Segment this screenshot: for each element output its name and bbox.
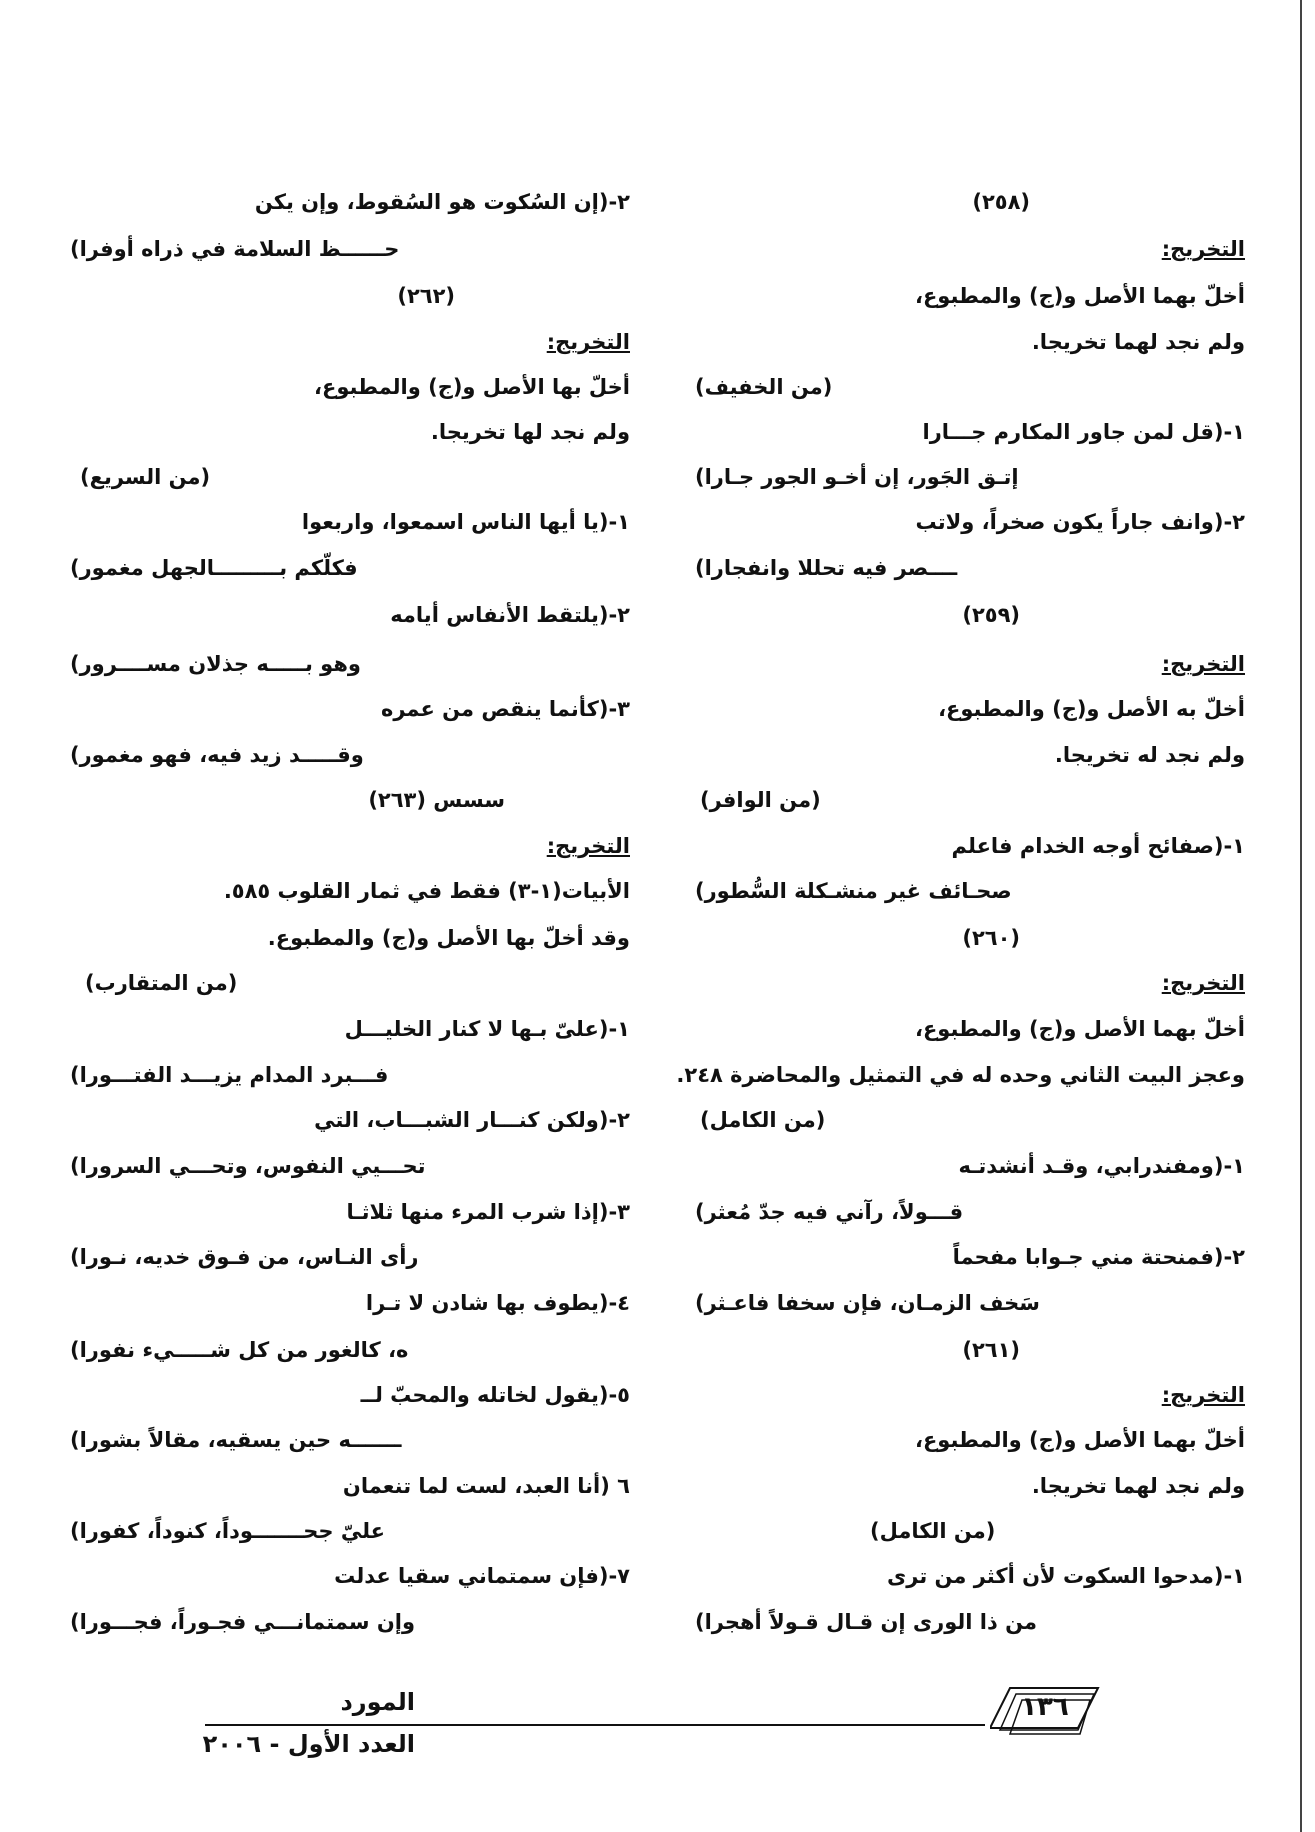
text-line: الأبيات(١-٣) فقط في ثمار القلوب ٥٨٥. [223,879,630,903]
verse-line: وهو بـــــه جذلان مســــرور) [70,652,361,676]
verse-line: فكلّكم بـــــــــالجهل مغمور) [70,556,358,580]
meter-label: (من الكامل) [870,1519,996,1543]
text-line: ولم نجد له تخريجا. [1054,743,1245,767]
verse-line: فـــبرد المدام يزيـــد الفتـــورا) [70,1063,389,1087]
section-heading: التخريج: [1161,237,1245,261]
page-number: ١٣٦ [1021,1692,1069,1722]
meter-label: (من الكامل) [700,1108,826,1132]
text-line: ولم نجد لهما تخريجا. [1031,1474,1245,1498]
verse-line: قـــولاً، رآني فيه جدّ مُعثر) [695,1200,964,1224]
verse-line: ــــصر فيه تحللا وانفجارا) [695,556,958,580]
verse-line: تحـــيي النفوس، وتحـــي السرورا) [70,1154,426,1178]
entry-number: (٢٦١) [962,1338,1020,1362]
verse-line: ٢-(فمنحتة مني جـوابا مفحماً [952,1245,1245,1269]
text-line: وقد أخلّ بها الأصل و(ج) والمطبوع. [267,926,630,950]
section-heading: التخريج: [1161,1383,1245,1407]
verse-line: ٢-(إن السُكوت هو السُقوط، وإن يكن [254,190,630,214]
verse-line: ٥-(يقول لخاتله والمحبّ لــ [360,1383,630,1407]
meter-label: (من السريع) [80,465,211,489]
issue-label: العدد الأول - ٢٠٠٦ [202,1730,415,1758]
verse-line: ٤-(يطوف بها شادن لا تـرا [365,1291,630,1315]
verse-line: صحـائف غير منشـكلة السُّطور) [695,879,1012,903]
verse-line: ه، كالغور من كل شـــــيء نفورا) [70,1338,409,1362]
verse-line: ٢-(يلتقط الأنفاس أيامه [390,603,630,627]
journal-title: المورد [340,1688,415,1716]
verse-line: عليّ جحـــــــوداً، كنوداً، كفورا) [70,1519,386,1543]
verse-line: ٢-(وانف جاراً يكون صخراً، ولاتب [915,510,1245,534]
section-heading: التخريج: [1161,971,1245,995]
verse-line: ٣-(إذا شرب المرء منها ثلاثـا [346,1200,630,1224]
text-line: أخلّ بهما الأصل و(ج) والمطبوع، [914,1017,1245,1041]
verse-line: إتـق الجَور، إن أخـو الجور جـارا) [695,465,1019,489]
entry-number: (٢٦٠) [962,926,1020,950]
verse-line: ٦ (أنا العبد، لست لما تنعمان [342,1474,630,1498]
verse-line: حــــــظ السلامة في ذراه أوفرا) [70,237,400,261]
entry-number: سسس (٢٦٣) [368,788,505,812]
verse-line: ـــــــه حين يسقيه، مقالاً بشورا) [70,1428,402,1452]
meter-label: (من المتقارب) [85,971,238,995]
text-line: أخلّ به الأصل و(ج) والمطبوع، [938,697,1245,721]
verse-line: ١-(صفائح أوجه الخدام فاعلم [951,834,1245,858]
verse-line: ٢-(ولكن كنـــار الشبـــاب، التي [314,1108,630,1132]
text-line: أخلّ بهما الأصل و(ج) والمطبوع، [914,1428,1245,1452]
section-heading: التخريج: [1161,652,1245,676]
verse-line: وإن سمتمانـــي فجـوراً، فجـــورا) [70,1610,416,1634]
text-line: وعجز البيت الثاني وحده له في التمثيل والمحاضرة ٢٤٨. [676,1063,1245,1087]
text-line: أخلّ بها الأصل و(ج) والمطبوع، [314,375,630,399]
verse-line: ١-(علىّ بـها لا كنار الخليـــل [344,1017,630,1041]
verse-line: ٣-(كأنما ينقص من عمره [380,697,630,721]
entry-number: (٢٥٩) [962,603,1020,627]
footer-rule [205,1724,985,1726]
section-heading: التخريج: [546,834,630,858]
text-line: أخلّ بهما الأصل و(ج) والمطبوع، [914,284,1245,308]
text-line: ولم نجد لهما تخريجا. [1031,330,1245,354]
section-heading: التخريج: [546,330,630,354]
verse-line: ١-(مدحوا السكوت لأن أكثر من ترى [887,1564,1245,1588]
entry-number: (٢٦٢) [397,284,455,308]
verse-line: ١-(يا أيها الناس اسمعوا، واربعوا [301,510,630,534]
meter-label: (من الوافر) [700,788,821,812]
entry-number: (٢٥٨) [972,190,1030,214]
verse-line: ١-(ومفندرابي، وقـد أنشدتـه [958,1154,1245,1178]
verse-line: ١-(قل لمن جاور المكارم جـــارا [922,420,1245,444]
verse-line: سَخف الزمـان، فإن سخفا فاعـثر) [695,1291,1040,1315]
verse-line: من ذا الورى إن قـال قـولاً أهجرا) [695,1610,1037,1634]
page-border [1300,0,1302,1832]
verse-line: وقـــــد زيد فيه، فهو مغمور) [70,743,364,767]
verse-line: ٧-(فإن سمتماني سقيا عدلت [334,1564,630,1588]
verse-line: رأى النـاس، من فـوق خديه، نـورا) [70,1245,419,1269]
meter-label: (من الخفيف) [695,375,833,399]
text-line: ولم نجد لها تخريجا. [430,420,630,444]
